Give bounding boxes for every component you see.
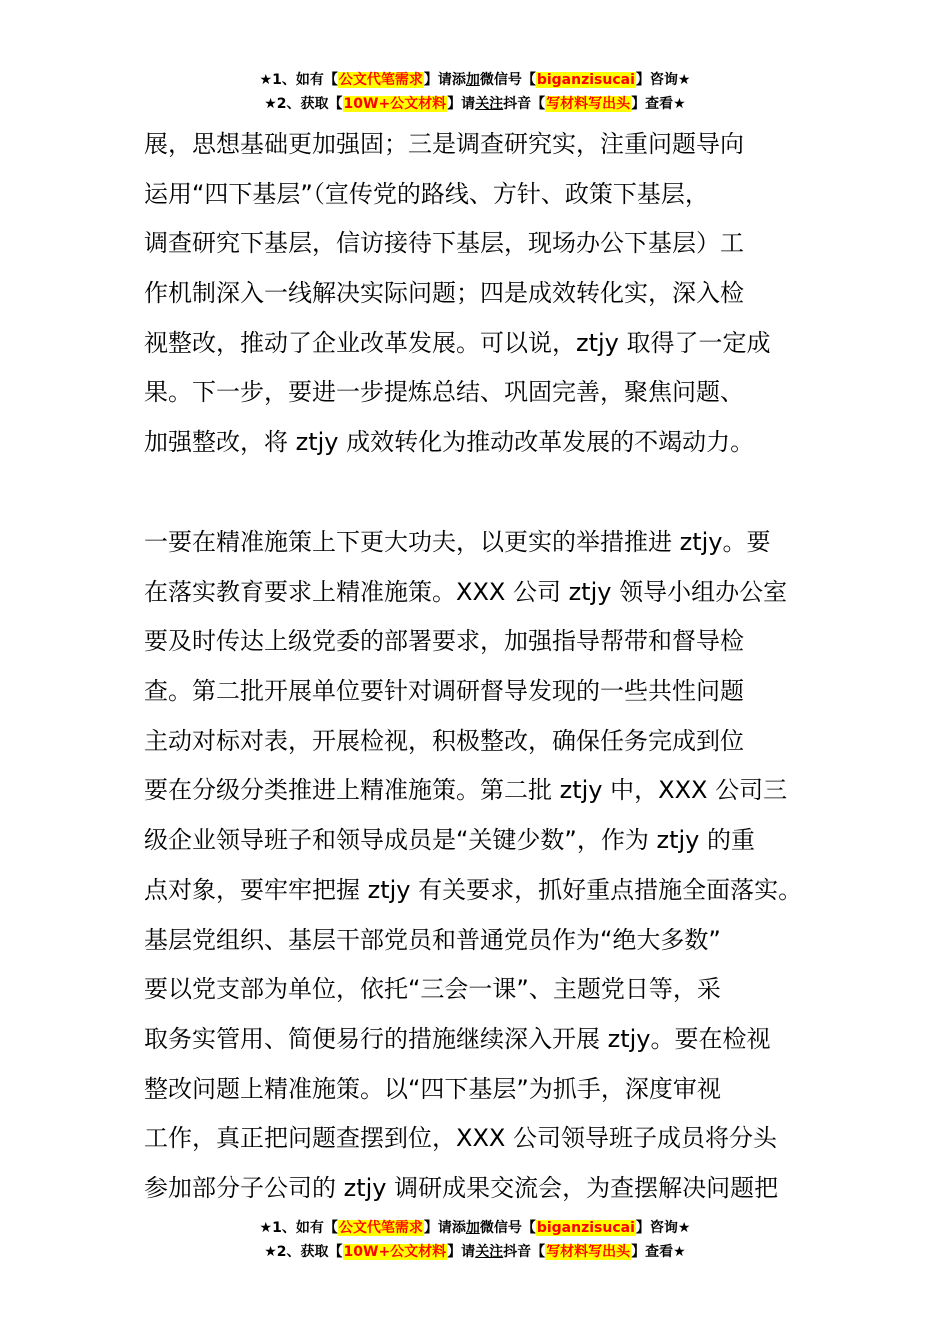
text-line: 调查研究下基层，信访接待下基层，现场办公下基层）工 [144,229,744,258]
banner-line-2 [0,1240,950,1264]
banner-text: ★2、获取【 [264,96,343,112]
text-line: 运用“四下基层”（宣传党的路线、方针、政策下基层， [144,179,709,208]
highlight-materials: 10W+公文材料 [343,96,447,112]
highlight-douyin-account: 写材料写出头 [546,1244,631,1260]
text-line: 展，思想基础更加强固；三是调查研究实，注重问题导向 [144,130,744,158]
text-line: 果。下一步，要进一步提炼总结、巩固完善，聚焦问题、 [144,378,744,407]
text-line: 要以党支部为单位，依托“三会一课”、主题党日等，采 [144,975,721,1004]
banner-underlined-text: 关注 [475,96,504,112]
banner-text: 微信号【 [479,72,536,88]
text-line: 视整改，推动了企业改革发展。可以说，ztjy 取得了一定成 [144,328,771,357]
banner-text: 】请添 [423,1220,466,1236]
text-line: 作机制深入一线解决实际问题；四是成效转化实，深入检 [144,279,744,308]
text-line: 级企业领导班子和领导成员是“关键少数”，作为 ztjy 的重 [144,826,756,855]
banner-text: 】查看★ [631,96,686,112]
banner-line-2 [0,92,950,116]
banner-text: ★2、获取【 [264,1244,343,1260]
text-line: 取务实管用、简便易行的措施继续深入开展 ztjy。要在检视 [144,1024,771,1053]
text-line: 点对象，要牢牢把握 ztjy 有关要求，抓好重点措施全面落实。 [144,875,803,904]
text-line: 工作，真正把问题查摆到位，XXX 公司领导班子成员将分头 [144,1124,777,1153]
banner-text: 抖音【 [503,1244,546,1260]
banner-underlined-text: 加 [465,72,480,88]
banner-line-1 [0,68,950,92]
banner-text: ★1、如有【 [259,72,338,88]
text-line: 查。第二批开展单位要针对调研督导发现的一些共性问题 [144,677,744,706]
banner-text: 】咨询★ [635,72,691,88]
text-line: 一要在精准施策上下更大功夫，以更实的举措推进 ztjy。要 [144,528,771,556]
banner-text: 】查看★ [631,1244,686,1260]
banner-text: 】请 [447,96,476,112]
text-line: 参加部分子公司的 ztjy 调研成果交流会，为查摆解决问题把 [144,1173,779,1202]
highlight-writing-service: 公文代笔需求 [338,72,423,88]
footer-banner [0,1216,950,1264]
text-line: 在落实教育要求上精准施策。XXX 公司 ztjy 领导小组办公室 [144,577,788,606]
banner-underlined-text: 加 [465,1220,480,1236]
text-line: 主动对标对表，开展检视，积极整改，确保任务完成到位 [144,726,744,755]
highlight-materials: 10W+公文材料 [343,1244,447,1260]
banner-underlined-text: 关注 [475,1244,504,1260]
header-banner [0,68,950,116]
text-line: 加强整改，将 ztjy 成效转化为推动改革发展的不竭动力。 [144,428,755,457]
banner-text: 】请 [447,1244,476,1260]
banner-text: 】咨询★ [635,1220,691,1236]
banner-text: ★1、如有【 [259,1220,338,1236]
banner-text: 微信号【 [479,1220,536,1236]
text-line: 要在分级分类推进上精准施策。第二批 ztjy 中，XXX 公司三 [144,776,788,805]
paragraph-1 [144,120,824,468]
banner-line-1 [0,1216,950,1240]
highlight-wechat-id: biganzisucai [536,72,635,88]
banner-text: 抖音【 [503,96,546,112]
paragraph-2 [144,518,824,1214]
text-line: 基层党组织、基层干部党员和普通党员作为“绝大多数” [144,925,721,954]
text-line: 要及时传达上级党委的部署要求，加强指导帮带和督导检 [144,627,744,656]
banner-text: 】请添 [423,72,466,88]
highlight-writing-service: 公文代笔需求 [338,1220,423,1236]
highlight-douyin-account: 写材料写出头 [546,96,631,112]
text-line: 整改问题上精准施策。以“四下基层”为抓手，深度审视 [144,1074,721,1103]
highlight-wechat-id: biganzisucai [536,1220,635,1236]
